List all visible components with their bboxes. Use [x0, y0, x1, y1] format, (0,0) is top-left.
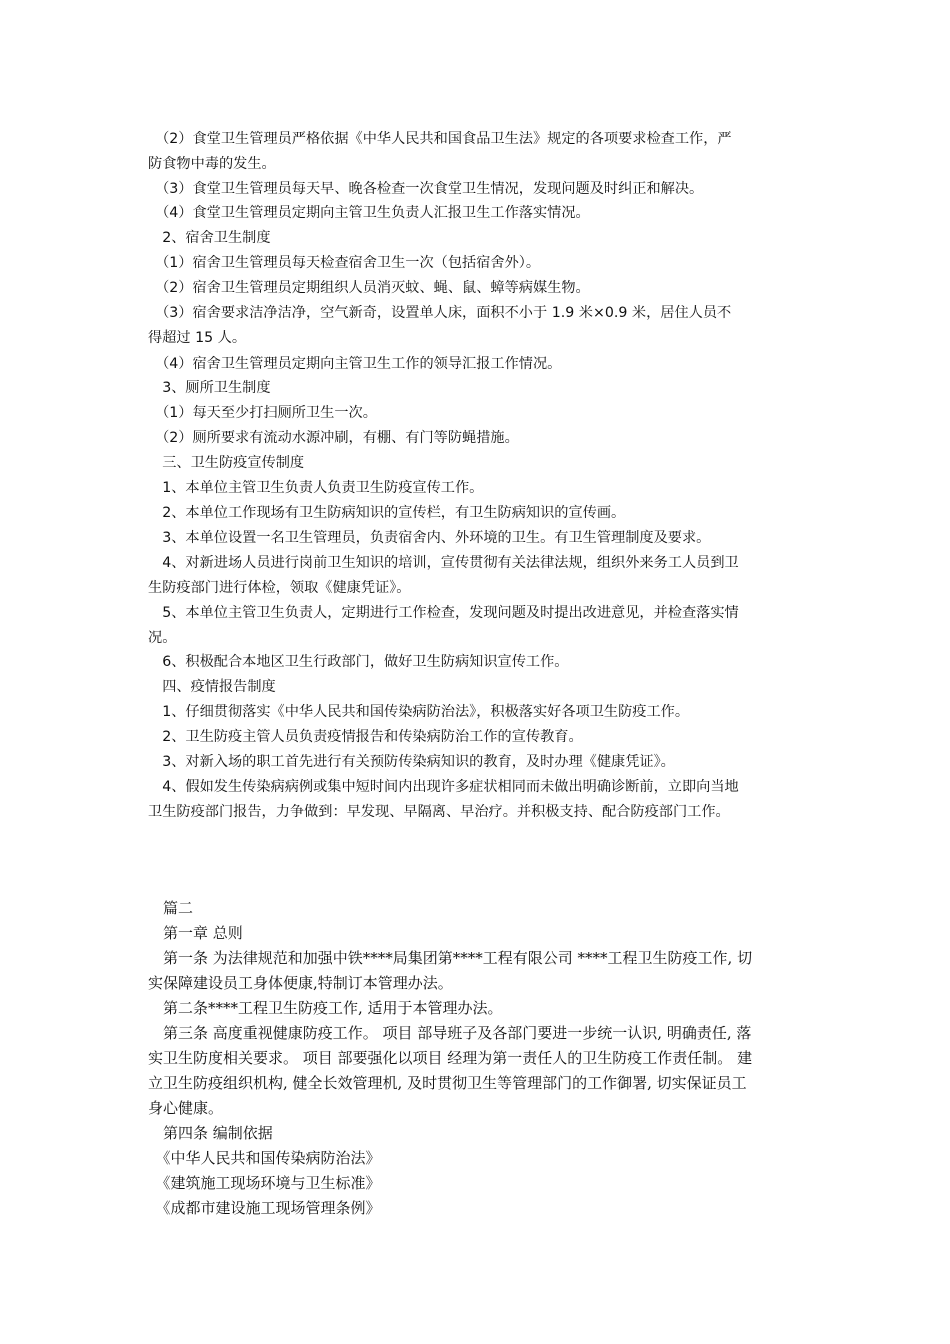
text-line: 防食物中毒的发生。 — [148, 156, 276, 172]
text-line: 1、本单位主管卫生负责人负责卫生防疫宣传工作。 — [148, 480, 484, 496]
text-line: 第三条 高度重视健康防疫工作。 项目 部导班子及各部门要进一步统一认识, 明确责任, 落 — [148, 1024, 752, 1042]
text-line: 3、本单位设置一名卫生管理员，负责宿舍内、外环境的卫生。有卫生管理制度及要求。 — [148, 530, 711, 546]
text-line: 第二条****工程卫生防疫工作, 适用于本管理办法。 — [148, 999, 503, 1017]
text-line: 6、积极配合本地区卫生行政部门，做好卫生防病知识宣传工作。 — [148, 654, 569, 670]
text-line: 2、宿舍卫生制度 — [148, 230, 271, 246]
text-line: 第一章 总则 — [148, 924, 243, 942]
text-line: （3）宿舍要求洁净洁净，空气新奇，设置单人床，面积不小于 1.9 米×0.9 米，居住人员不 — [148, 305, 732, 321]
text-line: （1）每天至少打扫厕所卫生一次。 — [148, 405, 377, 421]
text-line: （1）宿舍卫生管理员每天检查宿舍卫生一次（包括宿舍外）。 — [148, 255, 541, 271]
text-line: （3）食堂卫生管理员每天早、晚各检查一次食堂卫生情况，发现问题及时纠正和解决。 — [148, 181, 704, 197]
text-line: 第四条 编制依据 — [148, 1124, 273, 1142]
text-line: （2）食堂卫生管理员严格依据《中华人民共和国食品卫生法》规定的各项要求检查工作，严 — [148, 131, 732, 147]
text-line: 卫生防疫部门报告，力争做到：早发现、早隔离、早治疗。并积极支持、配合防疫部门工作。 — [148, 804, 730, 820]
text-line: 《成都市建设施工现场管理条例》 — [148, 1199, 381, 1217]
text-line: 2、卫生防疫主管人员负责疫情报告和传染病防治工作的宣传教育。 — [148, 729, 583, 745]
text-line: 实保障建设员工身体便康,特制订本管理办法。 — [148, 974, 453, 992]
text-line: 四、疫情报告制度 — [148, 679, 276, 695]
text-line: 身心健康。 — [148, 1099, 224, 1117]
text-line: 《中华人民共和国传染病防治法》 — [148, 1149, 381, 1167]
text-line: 4、对新进场人员进行岗前卫生知识的培训，宣传贯彻有关法律法规，组织外来务工人员到卫 — [148, 555, 739, 571]
text-line: 3、对新入场的职工首先进行有关预防传染病知识的教育，及时办理《健康凭证》。 — [148, 754, 675, 770]
text-line: （4）宿舍卫生管理员定期向主管卫生工作的领导汇报工作情况。 — [148, 356, 562, 372]
text-line: 5、本单位主管卫生负责人，定期进行工作检查，发现问题及时提出改进意见，并检查落实情 — [148, 605, 739, 621]
text-line: 三、卫生防疫宣传制度 — [148, 455, 305, 471]
text-line: 立卫生防疫组织机构, 健全长效管理机, 及时贯彻卫生等管理部门的工作御署, 切实保证员工 — [148, 1074, 747, 1092]
text-line: （2）厕所要求有流动水源冲刷，有棚、有门等防蝇措施。 — [148, 430, 519, 446]
text-line: 《建筑施工现场环境与卫生标准》 — [148, 1174, 381, 1192]
text-line: （4）食堂卫生管理员定期向主管卫生负责人汇报卫生工作落实情况。 — [148, 205, 590, 221]
text-line: 得超过 15 人。 — [148, 330, 247, 346]
text-line: 况。 — [148, 630, 177, 646]
text-line: 生防疫部门进行体检，领取《健康凭证》。 — [148, 580, 411, 596]
text-line: 第一条 为法律规范和加强中铁****局集团第****工程有限公司 ****工程卫生防疫工作, 切 — [148, 949, 753, 967]
text-line: 实卫生防度相关要求。 项目 部要强化以项目 经理为第一责任人的卫生防疫工作责任制。 建 — [148, 1049, 753, 1067]
text-line: 1、仔细贯彻落实《中华人民共和国传染病防治法》，积极落实好各项卫生防疫工作。 — [148, 704, 690, 720]
text-line: 2、本单位工作现场有卫生防病知识的宣传栏，有卫生防病知识的宣传画。 — [148, 505, 626, 521]
text-line: 3、厕所卫生制度 — [148, 380, 271, 396]
text-line: 4、假如发生传染病病例或集中短时间内出现许多症状相同而未做出明确诊断前，立即向当地 — [148, 779, 739, 795]
text-line: 篇二 — [148, 899, 194, 917]
text-line: （2）宿舍卫生管理员定期组织人员消灭蚊、蝇、鼠、蟑等病媒生物。 — [148, 280, 590, 296]
